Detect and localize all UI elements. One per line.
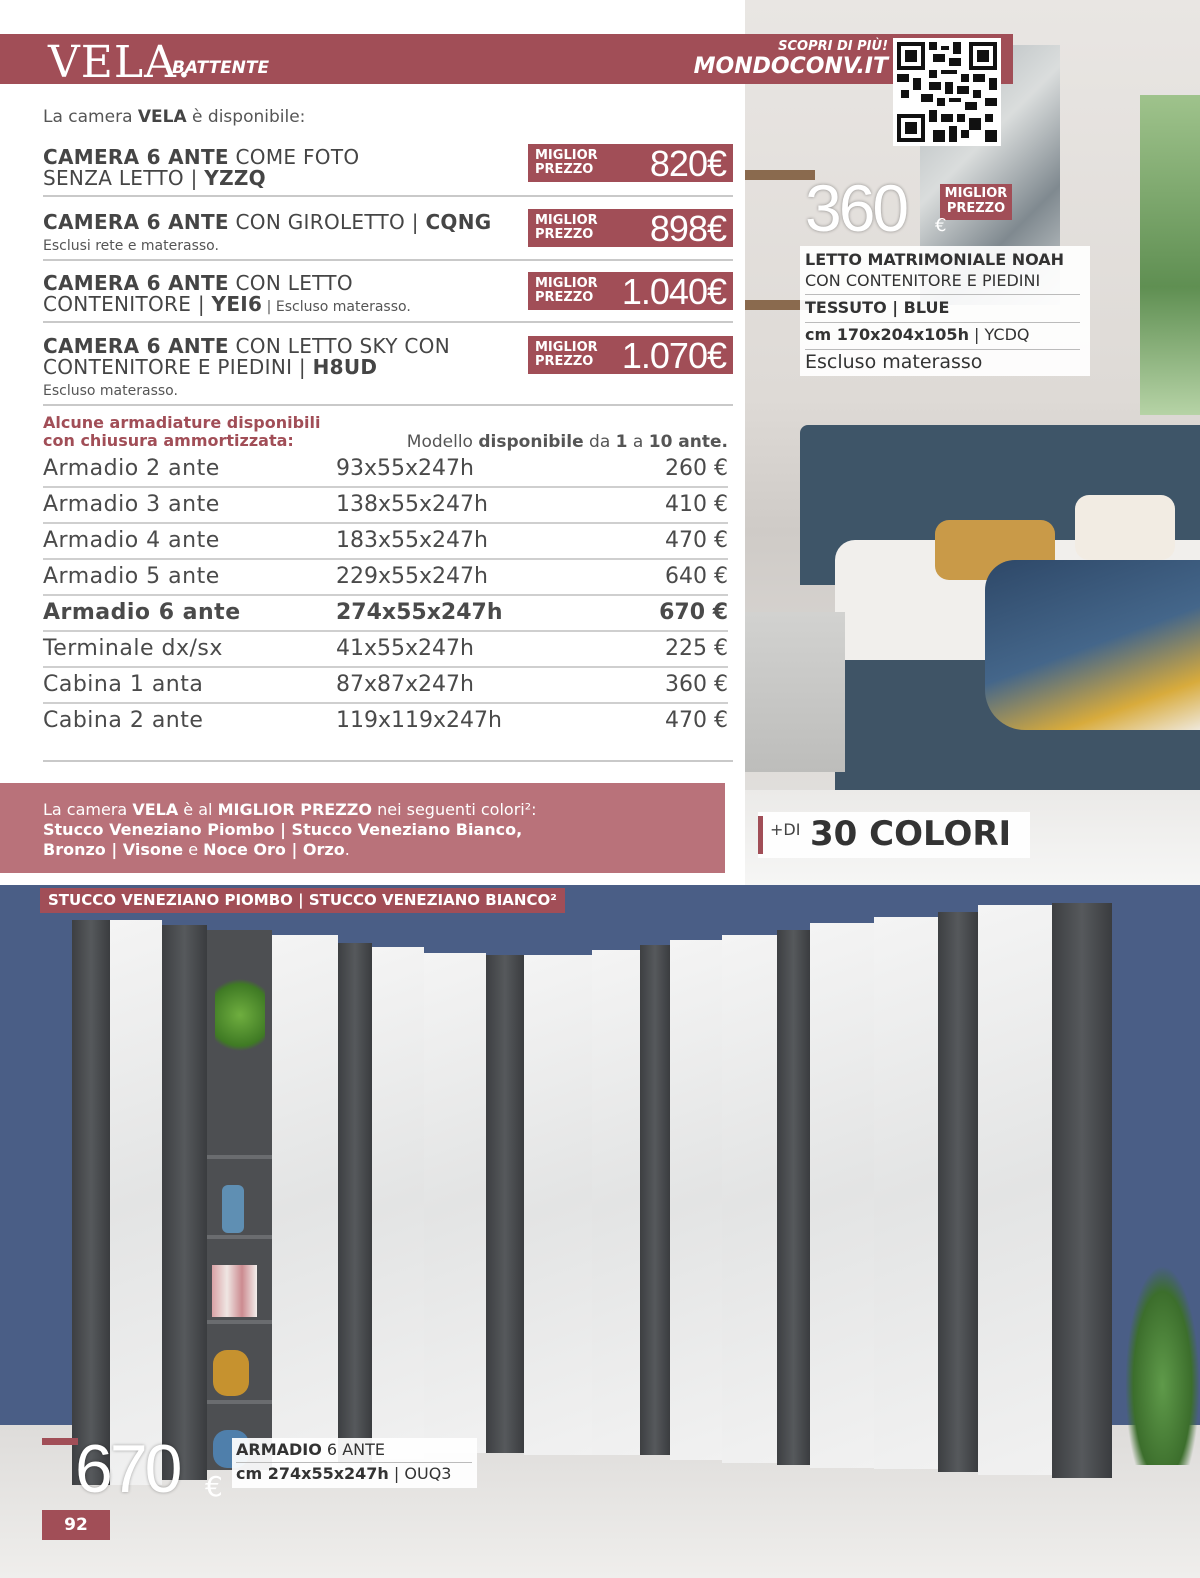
divider bbox=[43, 259, 733, 261]
noah-price: 360 bbox=[805, 171, 907, 245]
finish-tag: STUCCO VENEZIANO PIOMBO | STUCCO VENEZIANO BIANCO² bbox=[40, 888, 565, 913]
model-availability: Modello disponibile da 1 a 10 ante. bbox=[406, 432, 728, 452]
noah-price-badge: MIGLIOR PREZZO bbox=[940, 184, 1012, 220]
wardrobe-door bbox=[722, 935, 777, 1463]
plant bbox=[1125, 1265, 1200, 1465]
wardrobe-photo bbox=[0, 885, 1200, 1578]
noah-subtitle: CON CONTENITORE E PIEDINI bbox=[805, 271, 1041, 290]
noah-title: LETTO MATRIMONIALE NOAH bbox=[805, 250, 1065, 269]
product-camera-1: CAMERA 6 ANTE COME FOTO SENZA LETTO | YZZQ bbox=[43, 145, 360, 190]
wardrobe-door bbox=[810, 923, 874, 1468]
divider bbox=[43, 760, 733, 762]
table-row-highlight: Armadio 6 ante 274x55x247h 670 € bbox=[43, 596, 728, 632]
product-camera-3: CAMERA 6 ANTE CON LETTO CONTENITORE | YEI6 | Escluso materasso. bbox=[43, 271, 411, 316]
brand-subtitle: BATTENTE bbox=[172, 58, 270, 78]
window-greenery bbox=[1140, 95, 1200, 415]
page-number: 92 bbox=[42, 1510, 110, 1540]
table-row: Cabina 1 anta 87x87x247h 360 € bbox=[43, 668, 728, 704]
cta-label: SCOPRI DI PIÙ! bbox=[778, 39, 888, 54]
brand-title: VELA. bbox=[48, 37, 192, 88]
noah-product-card bbox=[800, 246, 1090, 376]
table-row: Terminale dx/sx 41x55x247h 225 € bbox=[43, 632, 728, 668]
noah-note: Escluso materasso bbox=[805, 351, 983, 373]
qr-code-icon[interactable] bbox=[893, 38, 1001, 146]
wardrobe-panel bbox=[777, 930, 810, 1465]
table-row: Cabina 2 ante 119x119x247h 470 € bbox=[43, 708, 728, 733]
noah-fabric: TESSUTO | BLUE bbox=[805, 298, 950, 317]
wardrobe-panel bbox=[486, 955, 524, 1453]
wardrobe-price: 670 bbox=[75, 1431, 180, 1507]
table-row: Armadio 2 ante 93x55x247h 260 € bbox=[43, 452, 728, 488]
wardrobe-panel bbox=[72, 920, 110, 1485]
open-shelf-unit bbox=[207, 930, 272, 1470]
noah-dimensions: cm 170x204x105h | YCDQ bbox=[805, 325, 1030, 344]
wardrobe-panel bbox=[338, 943, 372, 1463]
product-camera-2: CAMERA 6 ANTE CON GIROLETTO | CQNG Esclusi rete e materasso. bbox=[43, 210, 492, 254]
price-badge: MIGLIOR PREZZO 898€ bbox=[528, 209, 733, 247]
wardrobe-door bbox=[592, 950, 640, 1455]
divider bbox=[43, 195, 733, 197]
colors-count-badge: +DI 30 COLORI bbox=[758, 812, 1030, 858]
wardrobe-door bbox=[424, 953, 486, 1453]
website-link[interactable]: MONDOCONV.IT bbox=[693, 54, 888, 79]
wardrobe-panel bbox=[640, 945, 670, 1455]
wardrobe-door bbox=[978, 905, 1052, 1475]
price-badge: MIGLIOR PREZZO 1.040€ bbox=[528, 272, 733, 310]
price-badge: MIGLIOR PREZZO 820€ bbox=[528, 144, 733, 182]
product-camera-4: CAMERA 6 ANTE CON LETTO SKY CON CONTENITORE E PIEDINI | H8UD Escluso materasso. bbox=[43, 334, 450, 399]
wardrobe-door bbox=[372, 947, 424, 1459]
wardrobe-dimensions: cm 274x55x247h | OUQ3 bbox=[236, 1464, 452, 1483]
intro-text: La camera VELA è disponibile: bbox=[43, 107, 306, 127]
noah-currency: € bbox=[935, 215, 947, 236]
wardrobe-door bbox=[874, 917, 938, 1469]
wardrobe-panel bbox=[938, 912, 978, 1472]
pillow bbox=[1075, 495, 1175, 560]
divider bbox=[43, 321, 733, 323]
wardrobe-panel bbox=[162, 925, 207, 1480]
divider bbox=[43, 404, 733, 406]
wardrobe-door bbox=[110, 920, 162, 1485]
wardrobe-door bbox=[272, 935, 338, 1470]
wardrobe-door bbox=[524, 955, 592, 1455]
vase bbox=[222, 1185, 244, 1233]
table-row: Armadio 4 ante 183x55x247h 470 € bbox=[43, 524, 728, 560]
plant bbox=[215, 970, 265, 1060]
wardrobe-title: ARMADIO 6 ANTE bbox=[236, 1440, 385, 1459]
wardrobe-product-card bbox=[232, 1438, 477, 1488]
wardrobe-section-title: Alcune armadiature disponibili con chiusura ammortizzata: bbox=[43, 413, 321, 450]
wardrobe-currency: € bbox=[205, 1470, 223, 1503]
nightstand bbox=[745, 612, 845, 772]
table-row: Armadio 3 ante 138x55x247h 410 € bbox=[43, 488, 728, 524]
books bbox=[212, 1265, 257, 1317]
wardrobe-door bbox=[670, 940, 722, 1460]
price-badge: MIGLIOR PREZZO 1.070€ bbox=[528, 336, 733, 374]
vase bbox=[213, 1350, 249, 1396]
table-row: Armadio 5 ante 229x55x247h 640 € bbox=[43, 560, 728, 596]
wardrobe-panel bbox=[1052, 903, 1112, 1478]
accent-bar bbox=[42, 1438, 78, 1445]
colors-text: La camera VELA è al MIGLIOR PREZZO nei seguenti colori²: Stucco Veneziano Piombo | Stucco Veneziano Bianco, Bronzo | Visone e Noce Oro | Orzo. bbox=[43, 800, 537, 859]
bed-blanket bbox=[985, 560, 1200, 730]
